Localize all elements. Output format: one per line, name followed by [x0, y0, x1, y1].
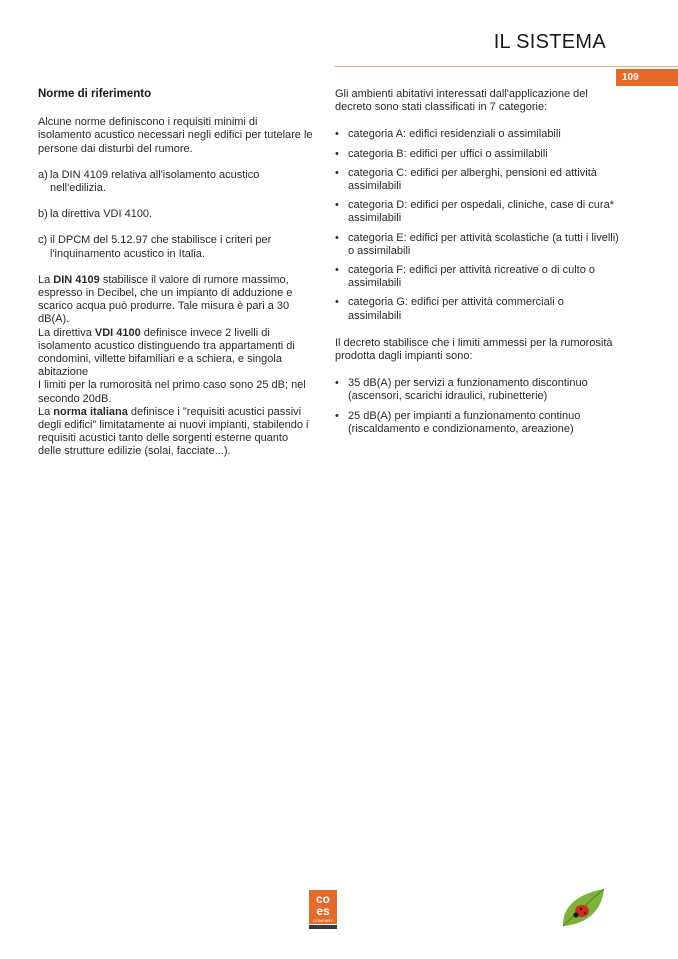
list-item	[38, 169, 313, 195]
list-item: • categoria D: edifici per ospedali, cliniche, case di cura* assimilabili	[335, 199, 614, 225]
bullet-icon: •	[335, 166, 339, 179]
list-label: c)	[38, 234, 48, 247]
bullet-icon: •	[335, 264, 339, 277]
list-item: • 25 dB(A) per impianti a funzionamento continuo (riscaldamento e condizionamento, areazione)	[335, 409, 581, 435]
bullet-icon: •	[335, 296, 339, 309]
norma-paragraph: La norma italiana definisce i "requisiti acustici passivi degli edifici" limitatamente ai nuovi impianti, stabilendo i requisiti acustici tanto delle sorgenti esterne quanto delle strutture edilizie (solai, facciate...).	[38, 405, 309, 458]
right-column	[335, 88, 620, 450]
list-label: b)	[38, 208, 48, 221]
svg-text:es: es	[316, 904, 330, 918]
bullet-icon: •	[335, 409, 339, 422]
page-title: IL SISTEMA	[493, 31, 606, 53]
bullet-icon: •	[335, 377, 339, 390]
bullet-icon: •	[335, 231, 339, 244]
limits-paragraph: I limiti per la rumorosità nel primo caso sono 25 dB; nel secondo 20dB.	[38, 379, 306, 405]
din-paragraph: La DIN 4109 stabilisce il valore di rumore massimo, espresso in Decibel, che un impianto di adduzione e scarico acqua può produrre. Tale misura è pari a 30 dB(A).	[38, 273, 293, 326]
body-text-block	[38, 274, 313, 459]
list-item: • categoria B: edifici per uffici o assimilabili	[335, 147, 548, 160]
left-column	[38, 88, 313, 459]
list-label: a)	[38, 168, 48, 181]
list-text: la DIN 4109 relativa all'isolamento acustico nell'edilizia.	[50, 168, 260, 195]
categories-intro: Gli ambienti abitativi interessati dall'applicazione del decreto sono stati classificati in 7 categorie:	[335, 88, 588, 114]
bullet-icon: •	[335, 147, 339, 160]
list-item: • 35 dB(A) per servizi a funzionamento discontinuo (ascensori, scarichi idraulici, rubinetterie)	[335, 377, 588, 403]
list-text: la direttiva VDI 4100.	[50, 208, 153, 221]
bullet-icon: •	[335, 199, 339, 212]
categories-list	[335, 128, 620, 322]
vdi-paragraph: La direttiva VDI 4100 definisce invece 2 livelli di isolamento acustico distinguendo tra appartamenti di condomini, villette bifamiliari e a schiera, e singola abitazione	[38, 326, 295, 379]
page-number-badge: 109	[616, 69, 678, 86]
list-item	[38, 234, 313, 260]
list-text: il DPCM del 5.12.97 che stabilisce i criteri per l'inquinamento acustico in Italia.	[50, 234, 272, 260]
limits-intro: Il decreto stabilisce che i limiti ammessi per la rumorosità prodotta dagli impianti sono:	[335, 336, 613, 363]
list-item	[38, 208, 313, 221]
svg-text:COMPANY: COMPANY	[313, 918, 333, 923]
ladybug-leaf-logo	[560, 886, 606, 928]
list-item: • categoria G: edifici per attività commerciali o assimilabili	[335, 296, 564, 322]
section-heading: Norme di riferimento	[38, 88, 152, 100]
list-item: • categoria E: edifici per attività scolastiche (a tutti i livelli) o assimilabili	[335, 231, 619, 257]
bullet-icon: •	[335, 128, 339, 141]
header-divider	[335, 66, 678, 67]
list-item: • categoria C: edifici per alberghi, pensioni ed attività assimilabili	[335, 166, 597, 193]
svg-text:co: co	[315, 892, 331, 906]
list-item: • categoria A: edifici residenziali o assimilabili	[335, 128, 561, 141]
coes-logo	[309, 890, 337, 930]
list-item: • categoria F: edifici per attività ricreative o di culto o assimilabili	[335, 264, 596, 290]
intro-paragraph: Alcune norme definiscono i requisiti minimi di isolamento acustico necessari negli edifici per tutelare le persone dai disturbi del rumore.	[38, 116, 313, 155]
limits-list	[335, 377, 620, 436]
